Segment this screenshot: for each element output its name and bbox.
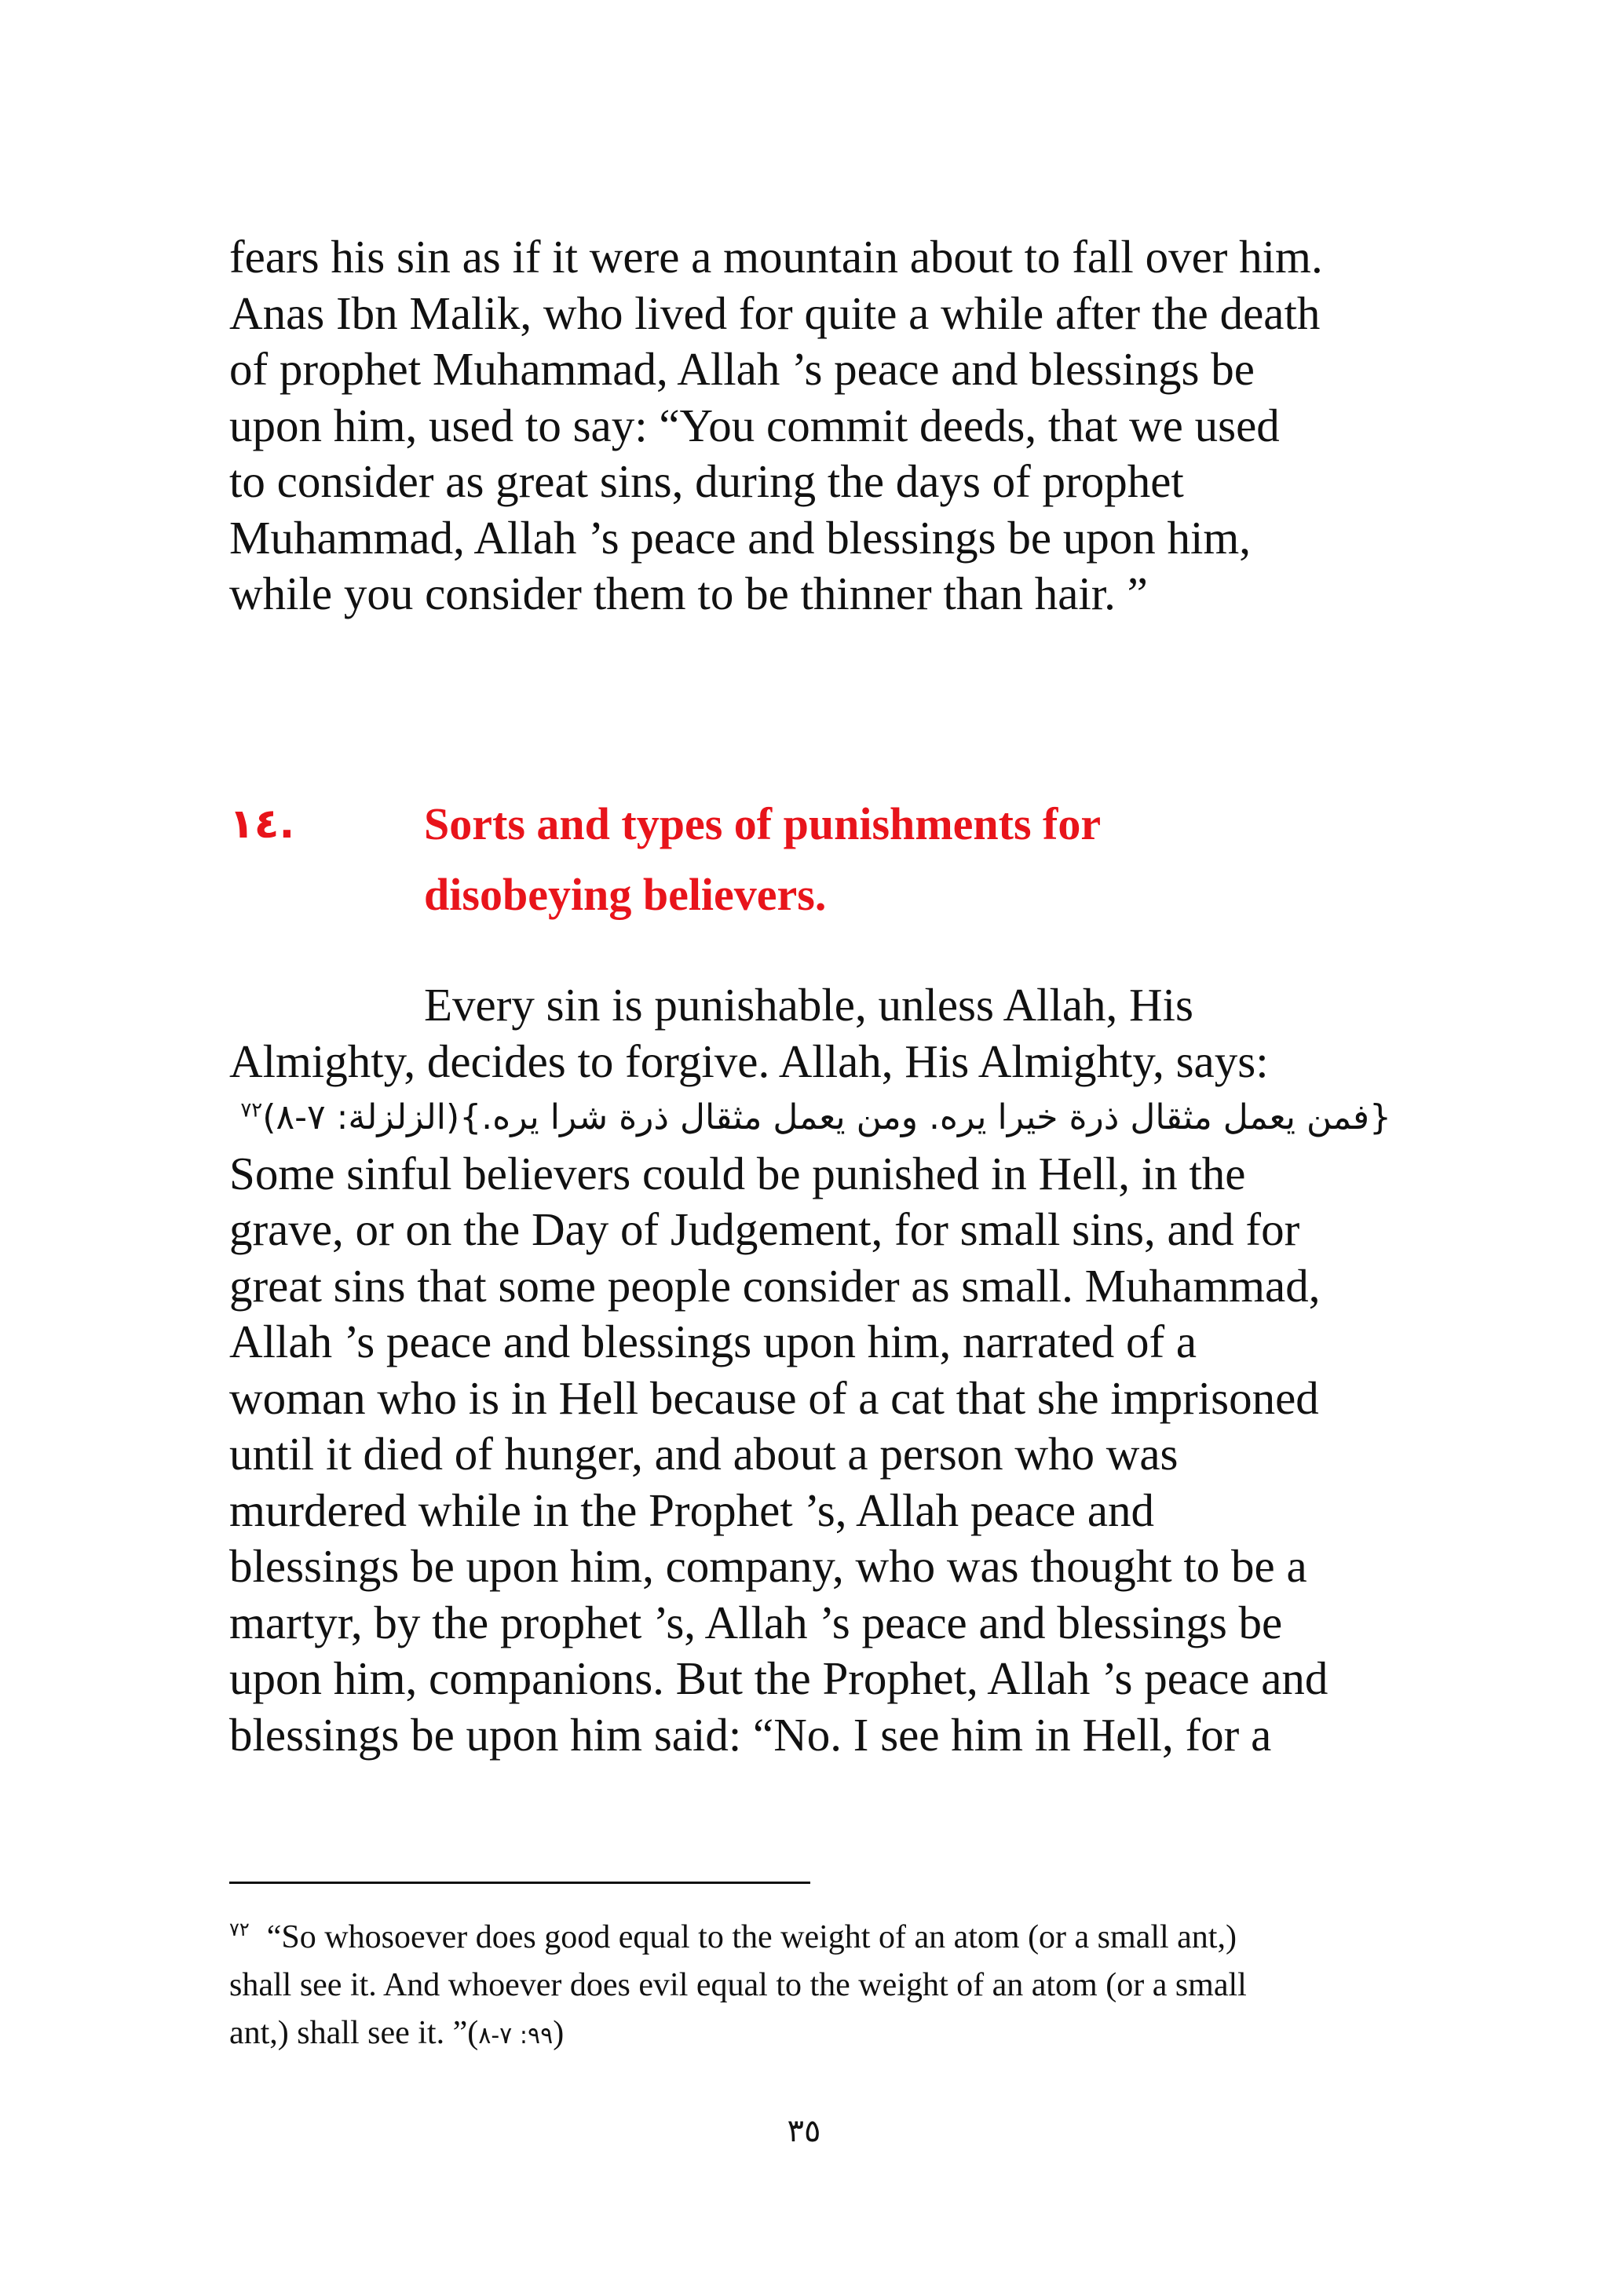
text-line: Muhammad, Allah ’s peace and blessings be upon him, bbox=[229, 511, 1252, 564]
text-line: upon him, companions. But the Prophet, Allah ’s peace and bbox=[229, 1652, 1328, 1704]
section-number: ١٤. bbox=[229, 801, 295, 848]
text-line: Almighty, decides to forgive. Allah, His Almighty, says: bbox=[229, 1035, 1269, 1087]
section-title-line: disobeying believers. bbox=[424, 869, 827, 920]
footnote-verse-ref: ٩٩: ٧-٨ bbox=[478, 2022, 554, 2050]
text-line: Allah ’s peace and blessings upon him, narrated of a bbox=[229, 1316, 1197, 1367]
text-line: Some sinful believers could be punished in Hell, in the bbox=[229, 1147, 1246, 1199]
footnote bbox=[229, 1914, 1391, 2060]
footnote-line bbox=[229, 1914, 1391, 1962]
footnote-text: “So whosoever does good equal to the weight of an atom (or a small ant,) bbox=[266, 1919, 1237, 1955]
footnote-line bbox=[229, 2009, 1391, 2060]
section-title-line: Sorts and types of punishments for bbox=[424, 798, 1102, 849]
text-line: while you consider them to be thinner than hair. ” bbox=[229, 568, 1148, 619]
text-line: murdered while in the Prophet ’s, Allah peace and bbox=[229, 1484, 1155, 1536]
footnote-close-paren: ) bbox=[553, 2015, 565, 2051]
footnote-reference[interactable]: ٧٢ bbox=[240, 1098, 263, 1122]
text-line: to consider as great sins, during the days of prophet bbox=[229, 455, 1184, 507]
footnote-divider bbox=[229, 1882, 810, 1884]
text-line: martyr, by the prophet ’s, Allah ’s peace and blessings be bbox=[229, 1596, 1283, 1648]
text-line: upon him, used to say: “You commit deeds, that we used bbox=[229, 399, 1280, 451]
text-line-indented: Every sin is punishable, unless Allah, His bbox=[424, 979, 1193, 1031]
text-line: great sins that some people consider as small. Muhammad, bbox=[229, 1259, 1321, 1312]
paragraph-punishments bbox=[229, 977, 1391, 1763]
footnote-marker: ٧٢ bbox=[229, 1918, 250, 1940]
text-line: of prophet Muhammad, Allah ’s peace and blessings be bbox=[229, 343, 1255, 395]
text-line: Anas Ibn Malik, who lived for quite a while after the death bbox=[229, 287, 1321, 339]
text-line: fears his sin as if it were a mountain about to fall over him. bbox=[229, 231, 1323, 283]
text-line: until it died of hunger, and about a person who was bbox=[229, 1428, 1179, 1480]
footnote-line: shall see it. And whoever does evil equal to the weight of an atom (or a small bbox=[229, 1967, 1247, 2003]
section-title bbox=[424, 789, 1101, 930]
arabic-verse bbox=[229, 1090, 1391, 1146]
arabic-verse-text: {فمن يعمل مثقال ذرة خيرا يره. ومن يعمل مثقال ذرة شرا يره.}(الزلزلة: ٧-٨) bbox=[262, 1097, 1391, 1137]
page-number: ٣٥ bbox=[787, 2113, 821, 2149]
paragraph-anas-ibn-malik bbox=[229, 229, 1391, 622]
text-line: woman who is in Hell because of a cat that she imprisoned bbox=[229, 1371, 1319, 1424]
text-line: blessings be upon him, company, who was thought to be a bbox=[229, 1540, 1307, 1592]
text-line: grave, or on the Day of Judgement, for small sins, and for bbox=[229, 1203, 1300, 1255]
footnote-text: ant,) shall see it. ”( bbox=[229, 2015, 479, 2051]
text-line: blessings be upon him said: “No. I see him in Hell, for a bbox=[229, 1708, 1272, 1761]
